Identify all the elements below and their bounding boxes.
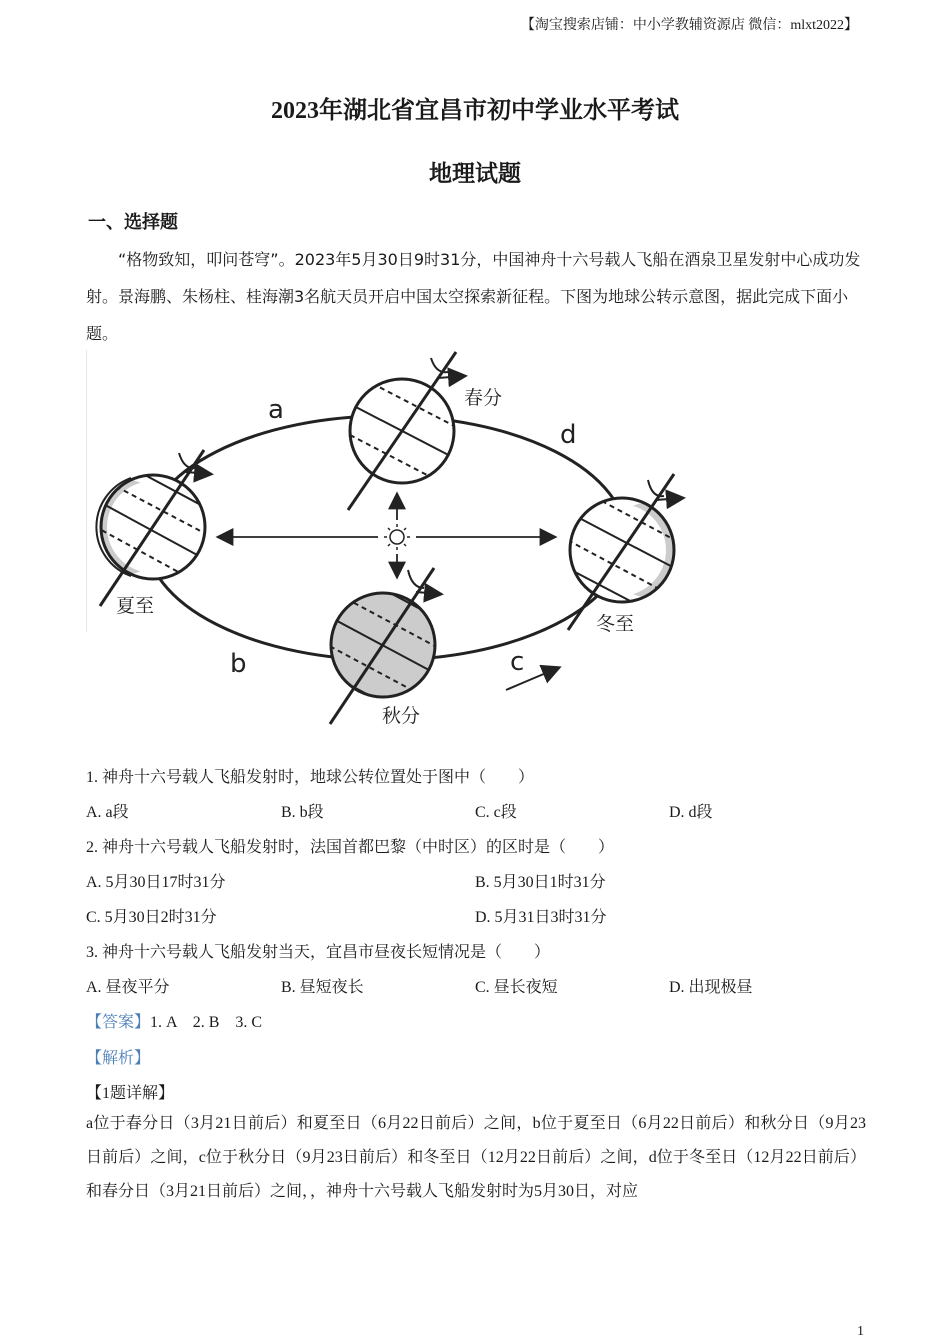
- page-number: 1: [857, 1324, 864, 1339]
- label-segment-a: a: [268, 395, 284, 425]
- question-3-option-c[interactable]: C. 昼长夜短: [475, 979, 558, 996]
- label-winter: 冬至: [596, 613, 635, 635]
- sun-icon: [384, 524, 410, 550]
- label-segment-c: c: [510, 647, 525, 677]
- earth-spring-equinox: [344, 350, 466, 513]
- label-segment-b: b: [230, 649, 247, 679]
- intro-paragraph: “格物致知，叩问苍穹”。2023年5月30日9时31分，中国神舟十六号载人飞船在酒泉卫星发射中心成功发射。景海鹏、朱杨柱、桂海潮3名航天员开启中国太空探索新征程。下图为地球公转示意图，据此完成下面小题。: [86, 250, 861, 343]
- answer-text: 1. A 2. B 3. C: [150, 1014, 263, 1031]
- question-1-option-d[interactable]: D. d段: [669, 804, 713, 821]
- question-1-option-a[interactable]: A. a段: [86, 804, 129, 821]
- page-subtitle: 地理试题: [429, 161, 521, 186]
- question-1-stem: 1. 神舟十六号载人飞船发射时，地球公转位置处于图中（ ）: [86, 769, 535, 786]
- analysis-label: 【解析】: [86, 1050, 151, 1067]
- detail-label: 【1题详解】: [86, 1085, 175, 1102]
- label-summer: 夏至: [116, 595, 155, 617]
- earth-winter-solstice: [556, 474, 696, 630]
- question-3-option-d[interactable]: D. 出现极昼: [669, 979, 753, 996]
- question-3-stem: 3. 神舟十六号载人飞船发射当天，宜昌市昼夜长短情况是（ ）: [86, 944, 551, 961]
- question-1-option-b[interactable]: B. b段: [281, 804, 324, 821]
- question-2-option-b[interactable]: B. 5月30日1时31分: [475, 874, 606, 891]
- label-spring: 春分: [464, 387, 503, 409]
- header-note: 【淘宝搜索店铺：中小学教辅资源店 微信：mlxt2022】: [520, 18, 858, 33]
- earth-summer-solstice: [86, 450, 214, 606]
- label-autumn: 秋分: [382, 705, 421, 727]
- question-2-option-a[interactable]: A. 5月30日17时31分: [86, 874, 226, 891]
- question-2-option-d[interactable]: D. 5月31日3时31分: [475, 909, 607, 926]
- page-title: 2023年湖北省宜昌市初中学业水平考试: [271, 98, 679, 124]
- sun-radiation-arrows: [219, 495, 554, 576]
- question-3-option-a[interactable]: A. 昼夜平分: [86, 979, 170, 996]
- answer-label: 【答案】: [86, 1014, 151, 1031]
- section-title: 一、选择题: [88, 212, 178, 233]
- question-2-stem: 2. 神舟十六号载人飞船发射时，法国首都巴黎（中时区）的区时是（ ）: [86, 839, 615, 856]
- question-3-option-b[interactable]: B. 昼短夜长: [281, 979, 364, 996]
- answer-line: [86, 1009, 262, 1032]
- detail-paragraph: a位于春分日（3月21日前后）和夏至日（6月22日前后）之间，b位于夏至日（6月22日前后）和秋分日（9月23日前后）之间，c位于秋分日（9月23日前后）和冬至日（12月22日前后）之间，d位于冬至日（12月22日前后）和春分日（3月21日前后）之间，，神舟十六号载人飞船发射时为5月30日，对应: [86, 1115, 866, 1200]
- question-1-option-c[interactable]: C. c段: [475, 804, 517, 821]
- earth-revolution-diagram: [86, 350, 696, 730]
- label-segment-d: d: [560, 420, 577, 450]
- question-2-option-c[interactable]: C. 5月30日2时31分: [86, 909, 217, 926]
